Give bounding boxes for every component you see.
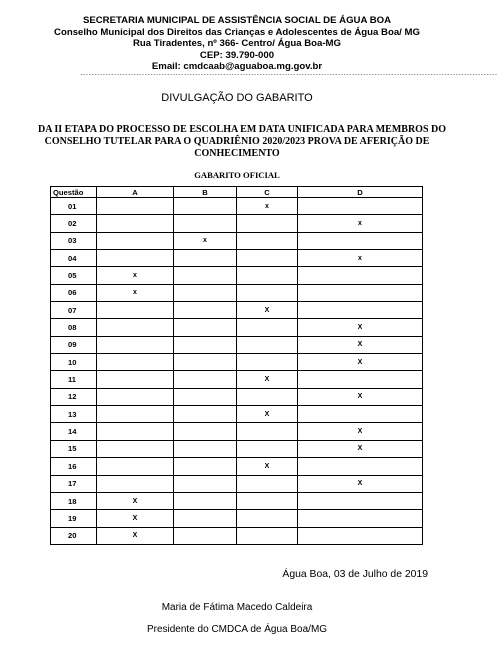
answer-cell-c	[237, 336, 298, 353]
answer-cell-d: X	[298, 475, 423, 492]
answer-cell-c	[237, 527, 298, 544]
answer-cell-c: X	[237, 406, 298, 423]
answer-cell-a	[97, 198, 174, 215]
question-number: 20	[51, 527, 97, 544]
answer-cell-b	[174, 336, 237, 353]
answer-key-body	[51, 198, 423, 545]
signer-name: Maria de Fátima Macedo Caldeira	[161, 602, 313, 613]
table-row	[51, 284, 423, 301]
answer-cell-b	[174, 510, 237, 527]
answer-cell-b	[174, 440, 237, 457]
question-number: 12	[51, 388, 97, 405]
answer-cell-c	[237, 492, 298, 509]
answer-cell-a: x	[97, 267, 174, 284]
answer-cell-a	[97, 302, 174, 319]
question-number: 14	[51, 423, 97, 440]
table-row	[51, 232, 423, 249]
answer-cell-d: X	[298, 388, 423, 405]
answer-cell-a	[97, 215, 174, 232]
answer-cell-c	[237, 388, 298, 405]
subject-line-3: CONHECIMENTO	[194, 148, 280, 159]
column-header-d: D	[298, 187, 423, 198]
answer-cell-d: X	[298, 319, 423, 336]
column-header-question: Questão	[51, 187, 97, 198]
answer-cell-c	[237, 440, 298, 457]
question-number: 10	[51, 354, 97, 371]
answer-cell-c	[237, 284, 298, 301]
column-header-a: A	[97, 187, 174, 198]
answer-cell-c	[237, 475, 298, 492]
answer-cell-a	[97, 475, 174, 492]
letterhead	[30, 15, 444, 73]
letterhead-address: Rua Tiradentes, nº 366- Centro/ Água Boa-MG	[132, 38, 342, 50]
answer-cell-d: X	[298, 440, 423, 457]
subject-line-1: DA II ETAPA DO PROCESSO DE ESCOLHA EM DATA UNIFICADA PARA MEMBROS DO	[38, 124, 447, 135]
question-number: 07	[51, 302, 97, 319]
letterhead-secretariat: SECRETARIA MUNICIPAL DE ASSISTÊNCIA SOCIAL DE ÁGUA BOA	[82, 15, 392, 26]
subject-heading	[38, 124, 447, 160]
table-row	[51, 475, 423, 492]
answer-cell-d	[298, 510, 423, 527]
answer-cell-b	[174, 215, 237, 232]
answer-cell-b	[174, 319, 237, 336]
table-row	[51, 371, 423, 388]
subject-line-2: CONSELHO TUTELAR PARA O QUADRIÊNIO 2020/2023 PROVA DE AFERIÇÃO DE	[44, 136, 430, 147]
table-row	[51, 302, 423, 319]
answer-cell-b	[174, 371, 237, 388]
question-number: 09	[51, 336, 97, 353]
table-row	[51, 388, 423, 405]
answer-cell-a	[97, 406, 174, 423]
answer-cell-a	[97, 232, 174, 249]
answer-cell-c	[237, 215, 298, 232]
answer-cell-c	[237, 354, 298, 371]
answer-cell-b	[174, 198, 237, 215]
table-row	[51, 492, 423, 509]
table-row	[51, 198, 423, 215]
answer-cell-a	[97, 423, 174, 440]
answer-cell-b	[174, 302, 237, 319]
table-row	[51, 250, 423, 267]
page-title: DIVULGAÇÃO DO GABARITO	[161, 92, 313, 104]
answer-cell-d: x	[298, 215, 423, 232]
table-row	[51, 406, 423, 423]
question-number: 17	[51, 475, 97, 492]
question-number: 11	[51, 371, 97, 388]
answer-cell-a	[97, 319, 174, 336]
question-number: 06	[51, 284, 97, 301]
answer-cell-d	[298, 406, 423, 423]
question-number: 01	[51, 198, 97, 215]
document-date: Água Boa, 03 de Julho de 2019	[282, 569, 428, 580]
answer-cell-b	[174, 284, 237, 301]
answer-cell-b	[174, 458, 237, 475]
answer-cell-d	[298, 371, 423, 388]
letterhead-council: Conselho Municipal dos Direitos das Crianças e Adolescentes de Água Boa/ MG	[54, 26, 420, 38]
answer-cell-d	[298, 302, 423, 319]
table-row	[51, 440, 423, 457]
table-row	[51, 215, 423, 232]
question-number: 16	[51, 458, 97, 475]
question-number: 13	[51, 406, 97, 423]
answer-cell-a	[97, 458, 174, 475]
table-row	[51, 319, 423, 336]
letterhead-email: Email: cmdcaab@aguaboa.mg.gov.br	[151, 61, 323, 73]
question-number: 04	[51, 250, 97, 267]
answer-cell-c: X	[237, 302, 298, 319]
answer-cell-d	[298, 458, 423, 475]
answer-cell-b	[174, 406, 237, 423]
answer-cell-a: x	[97, 284, 174, 301]
answer-cell-d: X	[298, 336, 423, 353]
header-separator: -----------------------------------------------------------------------------------------------------------------------------------------------------	[80, 72, 497, 78]
answer-cell-a	[97, 354, 174, 371]
answer-cell-a	[97, 440, 174, 457]
table-row	[51, 423, 423, 440]
answer-key-table	[50, 186, 423, 545]
table-row	[51, 267, 423, 284]
question-number: 03	[51, 232, 97, 249]
table-row	[51, 336, 423, 353]
table-row	[51, 354, 423, 371]
answer-cell-c: x	[237, 198, 298, 215]
answer-cell-a: X	[97, 510, 174, 527]
answer-cell-b: x	[174, 232, 237, 249]
answer-cell-d: X	[298, 354, 423, 371]
column-header-c: C	[237, 187, 298, 198]
answer-cell-a	[97, 388, 174, 405]
table-row	[51, 458, 423, 475]
question-number: 15	[51, 440, 97, 457]
question-number: 02	[51, 215, 97, 232]
answer-cell-d	[298, 267, 423, 284]
answer-cell-d	[298, 527, 423, 544]
answer-cell-b	[174, 423, 237, 440]
answer-cell-a	[97, 371, 174, 388]
answer-cell-a	[97, 336, 174, 353]
answer-cell-a: X	[97, 527, 174, 544]
answer-cell-d: X	[298, 423, 423, 440]
answer-cell-d: x	[298, 250, 423, 267]
answer-cell-b	[174, 527, 237, 544]
answer-cell-c	[237, 232, 298, 249]
answer-cell-b	[174, 492, 237, 509]
answer-cell-b	[174, 250, 237, 267]
answer-cell-b	[174, 354, 237, 371]
answer-cell-c	[237, 250, 298, 267]
answer-cell-c	[237, 510, 298, 527]
answer-cell-c	[237, 423, 298, 440]
answer-cell-c	[237, 267, 298, 284]
answer-cell-d	[298, 198, 423, 215]
table-row	[51, 510, 423, 527]
answer-cell-d	[298, 492, 423, 509]
answer-key-title: GABARITO OFICIAL	[194, 170, 280, 180]
answer-cell-c	[237, 319, 298, 336]
answer-cell-b	[174, 388, 237, 405]
question-number: 08	[51, 319, 97, 336]
question-number: 05	[51, 267, 97, 284]
answer-cell-c: X	[237, 458, 298, 475]
answer-cell-b	[174, 267, 237, 284]
answer-cell-b	[174, 475, 237, 492]
question-number: 18	[51, 492, 97, 509]
letterhead-cep: CEP: 39.790-000	[199, 49, 275, 61]
answer-cell-d	[298, 284, 423, 301]
column-header-b: B	[174, 187, 237, 198]
answer-key-header-row	[51, 187, 423, 198]
table-row	[51, 527, 423, 544]
answer-cell-d	[298, 232, 423, 249]
answer-cell-a	[97, 250, 174, 267]
answer-cell-a: X	[97, 492, 174, 509]
signer-role: Presidente do CMDCA de Água Boa/MG	[146, 624, 328, 635]
answer-cell-c: X	[237, 371, 298, 388]
question-number: 19	[51, 510, 97, 527]
